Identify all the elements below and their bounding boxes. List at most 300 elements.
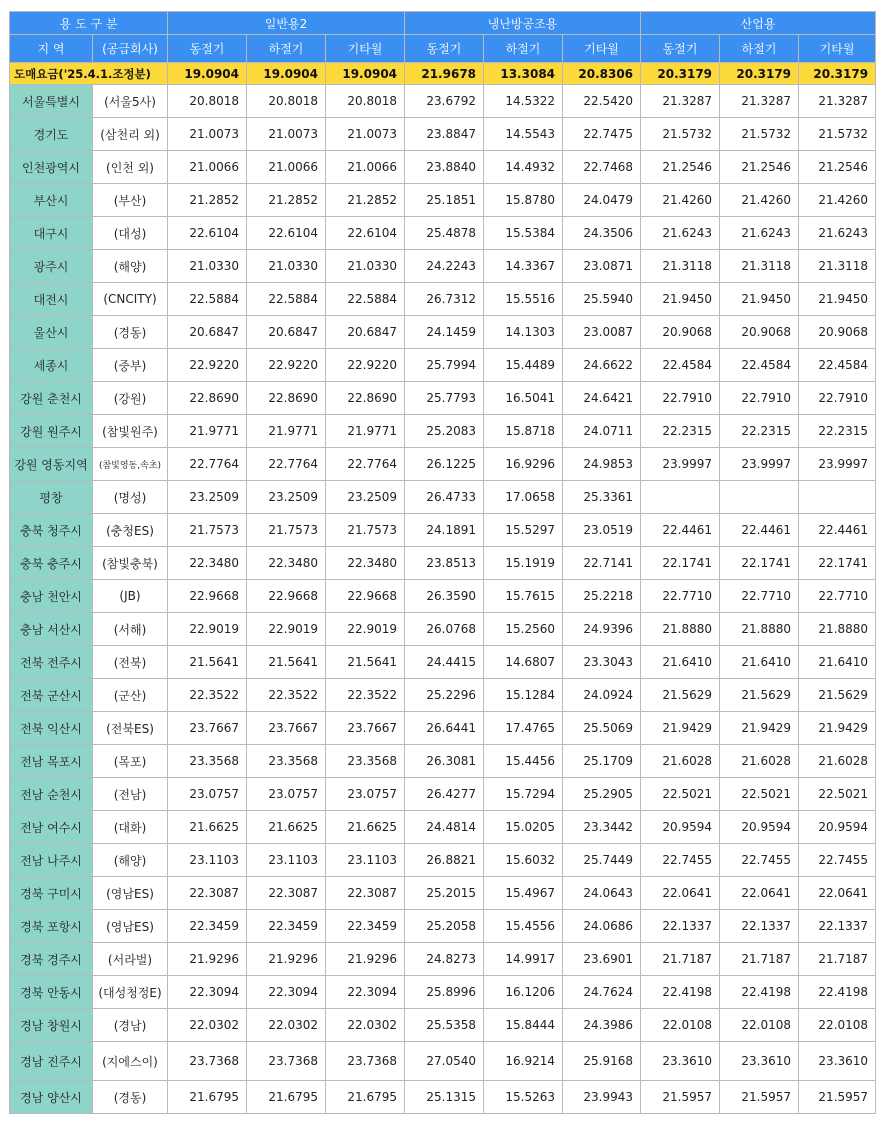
rate-cell: 22.3459 [326,910,405,943]
table-row [10,283,876,316]
rate-cell: 24.7624 [563,976,641,1009]
rate-cell: 21.5732 [799,118,876,151]
region-cell: 전남 여수시 [10,811,93,844]
rate-cell: 15.8718 [484,415,563,448]
region-cell: 전북 군산시 [10,679,93,712]
table-row [10,184,876,217]
region-cell: 경북 포항시 [10,910,93,943]
rate-cell: 21.4260 [799,184,876,217]
season-header: 기타월 [563,35,641,63]
rate-cell: 21.0073 [247,118,326,151]
rate-cell: 24.0643 [563,877,641,910]
wholesale-value: 21.9678 [405,63,484,85]
rate-cell: 23.3568 [168,745,247,778]
rate-cell: 21.7187 [641,943,720,976]
rate-cell: 22.4461 [720,514,799,547]
rate-cell: 22.4461 [641,514,720,547]
rate-cell: 15.7615 [484,580,563,613]
rate-cell: 22.1337 [720,910,799,943]
wholesale-value: 20.3179 [720,63,799,85]
rate-cell: 22.3480 [247,547,326,580]
region-label: 지 역 [10,35,93,63]
rate-cell: 22.8690 [326,382,405,415]
rate-cell: 14.5543 [484,118,563,151]
company-cell: (대성) [93,217,168,250]
rate-cell: 22.3522 [326,679,405,712]
table-row [10,778,876,811]
rate-cell: 21.5957 [799,1081,876,1114]
rate-cell: 21.9429 [799,712,876,745]
company-cell: (전북ES) [93,712,168,745]
company-cell: (경동) [93,316,168,349]
rate-cell: 22.4198 [720,976,799,1009]
rate-cell: 22.6104 [168,217,247,250]
region-cell: 세종시 [10,349,93,382]
rate-cell: 15.0205 [484,811,563,844]
rate-cell: 25.1315 [405,1081,484,1114]
rate-cell: 22.5420 [563,85,641,118]
rate-cell: 25.1851 [405,184,484,217]
rate-cell: 21.3287 [799,85,876,118]
rate-cell: 25.4878 [405,217,484,250]
table-row [10,1009,876,1042]
rate-cell: 22.1337 [799,910,876,943]
rate-cell: 23.0519 [563,514,641,547]
rate-cell: 22.1741 [799,547,876,580]
region-cell: 강원 영동지역 [10,448,93,481]
company-cell: (삼천리 외) [93,118,168,151]
region-cell: 인천광역시 [10,151,93,184]
rate-cell: 26.7312 [405,283,484,316]
rate-cell: 21.6028 [799,745,876,778]
rate-cell: 21.8880 [720,613,799,646]
rate-cell: 23.0871 [563,250,641,283]
rate-cell: 22.3522 [168,679,247,712]
rate-cell: 23.0757 [168,778,247,811]
company-cell: (경동) [93,1081,168,1114]
rate-cell: 21.5732 [641,118,720,151]
rate-cell: 16.5041 [484,382,563,415]
rate-cell: 24.6421 [563,382,641,415]
company-cell: (목포) [93,745,168,778]
rate-cell: 25.9168 [563,1042,641,1081]
rate-cell: 21.0330 [168,250,247,283]
table-row [10,151,876,184]
rate-cell: 21.6410 [641,646,720,679]
rate-cell: 22.0108 [641,1009,720,1042]
region-cell: 평창 [10,481,93,514]
company-cell: (참빛영동,속초) [93,448,168,481]
rate-cell [720,481,799,514]
rate-cell: 15.1919 [484,547,563,580]
rate-cell: 22.3087 [168,877,247,910]
rate-cell: 22.4584 [641,349,720,382]
rate-cell: 24.3506 [563,217,641,250]
rate-cell: 24.4415 [405,646,484,679]
rate-cell: 21.4260 [720,184,799,217]
rate-cell: 22.3087 [247,877,326,910]
region-cell: 경북 구미시 [10,877,93,910]
rate-cell: 21.5957 [720,1081,799,1114]
rate-cell: 21.5957 [641,1081,720,1114]
season-header: 동절기 [641,35,720,63]
rate-cell: 22.7764 [247,448,326,481]
table-row [10,1081,876,1114]
rate-cell: 23.9997 [720,448,799,481]
region-cell: 서울특별시 [10,85,93,118]
rate-cell: 24.0924 [563,679,641,712]
rate-cell: 22.1337 [641,910,720,943]
rate-cell: 22.0641 [641,877,720,910]
rate-cell: 25.2083 [405,415,484,448]
rate-cell: 22.7910 [641,382,720,415]
rate-cell: 22.6104 [326,217,405,250]
rate-cell: 23.2509 [247,481,326,514]
rate-cell: 21.2546 [799,151,876,184]
table-row [10,250,876,283]
rate-cell: 24.1891 [405,514,484,547]
rate-cell: 21.6625 [247,811,326,844]
rate-cell: 22.4198 [799,976,876,1009]
season-header: 기타월 [799,35,876,63]
company-cell: (명성) [93,481,168,514]
rate-cell: 23.3442 [563,811,641,844]
rate-cell: 26.6441 [405,712,484,745]
rate-cell: 21.6028 [641,745,720,778]
company-cell: (중부) [93,349,168,382]
rate-cell: 22.9668 [168,580,247,613]
rate-cell: 21.6795 [168,1081,247,1114]
rate-cell: 14.3367 [484,250,563,283]
company-cell: (해양) [93,844,168,877]
company-cell: (충청ES) [93,514,168,547]
rate-cell: 15.6032 [484,844,563,877]
rate-cell: 15.5297 [484,514,563,547]
rate-cell: 24.0711 [563,415,641,448]
table-row [10,976,876,1009]
region-cell: 경남 양산시 [10,1081,93,1114]
table-row [10,514,876,547]
rate-cell: 22.0641 [720,877,799,910]
region-cell: 울산시 [10,316,93,349]
rate-cell: 21.0073 [168,118,247,151]
company-cell: (지에스이) [93,1042,168,1081]
rate-cell: 22.9220 [326,349,405,382]
rate-cell: 22.2315 [641,415,720,448]
rate-cell: 22.7910 [720,382,799,415]
rate-cell: 25.2218 [563,580,641,613]
rate-cell: 26.3081 [405,745,484,778]
rate-cell: 22.2315 [799,415,876,448]
rate-cell: 20.9594 [799,811,876,844]
rate-cell: 22.5884 [168,283,247,316]
rate-cell: 25.5940 [563,283,641,316]
rate-cell: 22.9019 [168,613,247,646]
rate-cell: 22.0302 [168,1009,247,1042]
table-row [10,1042,876,1081]
rate-cell: 15.1284 [484,679,563,712]
company-cell: (CNCITY) [93,283,168,316]
rate-cell: 23.3610 [720,1042,799,1081]
rate-cell: 15.4967 [484,877,563,910]
rate-cell: 24.1459 [405,316,484,349]
rate-rows [10,85,876,1114]
rate-cell: 22.7141 [563,547,641,580]
rate-cell: 20.6847 [168,316,247,349]
rate-cell: 27.0540 [405,1042,484,1081]
rate-cell: 22.5884 [326,283,405,316]
rate-cell: 22.4584 [799,349,876,382]
rate-cell: 23.7667 [168,712,247,745]
rate-cell: 15.4556 [484,910,563,943]
rate-cell: 21.9429 [641,712,720,745]
rate-cell: 23.7368 [326,1042,405,1081]
rate-cell: 22.3459 [247,910,326,943]
rate-cell: 23.1103 [247,844,326,877]
region-cell: 경북 안동시 [10,976,93,1009]
rate-cell: 21.6625 [168,811,247,844]
wholesale-value: 20.3179 [641,63,720,85]
rate-cell: 21.7573 [326,514,405,547]
rate-cell: 24.9853 [563,448,641,481]
region-cell: 강원 원주시 [10,415,93,448]
rate-cell: 22.7910 [799,382,876,415]
rate-cell: 21.5641 [168,646,247,679]
region-cell: 전북 전주시 [10,646,93,679]
company-cell: (서라벌) [93,943,168,976]
table-row [10,349,876,382]
rate-cell: 21.9771 [168,415,247,448]
rate-cell: 25.5069 [563,712,641,745]
rate-cell: 22.3094 [326,976,405,1009]
rate-cell: 22.0108 [799,1009,876,1042]
company-cell: (참빛충북) [93,547,168,580]
rate-cell: 23.8513 [405,547,484,580]
rate-cell: 21.6795 [326,1081,405,1114]
rate-cell: 22.5884 [247,283,326,316]
rate-cell: 21.6625 [326,811,405,844]
rate-cell: 21.6795 [247,1081,326,1114]
table-row [10,712,876,745]
table-row [10,382,876,415]
rate-cell: 24.0686 [563,910,641,943]
rate-cell: 21.9296 [168,943,247,976]
rate-cell: 21.7573 [168,514,247,547]
table-row [10,580,876,613]
rate-cell: 16.9214 [484,1042,563,1081]
region-cell: 강원 춘천시 [10,382,93,415]
rate-cell: 23.1103 [168,844,247,877]
table-row [10,415,876,448]
rate-cell: 23.3568 [326,745,405,778]
rate-cell: 21.2852 [247,184,326,217]
region-cell: 전남 목포시 [10,745,93,778]
season-header: 기타월 [326,35,405,63]
rate-cell: 25.7449 [563,844,641,877]
rate-cell: 22.7468 [563,151,641,184]
rate-cell: 20.9068 [720,316,799,349]
rate-cell: 24.4814 [405,811,484,844]
wholesale-row [10,63,876,85]
rate-cell: 25.1709 [563,745,641,778]
wholesale-label: 도매요금('25.4.1.조정분) [10,63,168,85]
rate-cell: 21.7187 [799,943,876,976]
rate-cell: 20.9068 [641,316,720,349]
rate-cell: 22.3087 [326,877,405,910]
rate-cell: 24.8273 [405,943,484,976]
rate-cell: 23.1103 [326,844,405,877]
rate-cell: 21.3118 [720,250,799,283]
usage-label: 용 도 구 분 [10,12,168,35]
rate-cell: 15.8780 [484,184,563,217]
rate-cell: 21.6243 [720,217,799,250]
gas-rate-table [9,11,876,1114]
rate-cell: 14.1303 [484,316,563,349]
rate-cell: 15.2560 [484,613,563,646]
rate-cell: 21.8880 [799,613,876,646]
rate-cell: 22.7475 [563,118,641,151]
rate-cell: 21.9771 [326,415,405,448]
rate-cell: 21.3287 [720,85,799,118]
rate-cell: 26.8821 [405,844,484,877]
table-row [10,679,876,712]
wholesale-value: 13.3084 [484,63,563,85]
region-cell: 경남 진주시 [10,1042,93,1081]
rate-cell: 22.7710 [720,580,799,613]
table-row [10,481,876,514]
header-row-season [10,35,876,63]
rate-cell: 21.3118 [799,250,876,283]
rate-cell: 22.2315 [720,415,799,448]
wholesale-value: 19.0904 [168,63,247,85]
rate-cell: 21.9450 [799,283,876,316]
rate-cell: 22.7710 [641,580,720,613]
rate-cell: 26.0768 [405,613,484,646]
group-hvac: 냉난방공조용 [405,12,641,35]
rate-cell: 24.2243 [405,250,484,283]
table-row [10,217,876,250]
rate-cell: 22.3480 [168,547,247,580]
header-row-usage [10,12,876,35]
rate-cell: 21.6028 [720,745,799,778]
rate-cell [641,481,720,514]
company-cell: (해양) [93,250,168,283]
rate-cell: 21.6410 [799,646,876,679]
rate-cell: 15.4489 [484,349,563,382]
company-cell: (JB) [93,580,168,613]
rate-cell: 22.4198 [641,976,720,1009]
rate-cell: 21.5732 [720,118,799,151]
rate-cell: 25.8996 [405,976,484,1009]
rate-cell: 21.9450 [641,283,720,316]
rate-cell: 21.7187 [720,943,799,976]
rate-cell: 21.5629 [641,679,720,712]
table-row [10,85,876,118]
season-header: 동절기 [168,35,247,63]
rate-cell: 20.8018 [247,85,326,118]
company-cell: (참빛원주) [93,415,168,448]
rate-cell: 14.9917 [484,943,563,976]
rate-cell: 22.3522 [247,679,326,712]
rate-cell: 22.0641 [799,877,876,910]
rate-cell: 21.0066 [168,151,247,184]
table-row [10,844,876,877]
region-cell: 경북 경주시 [10,943,93,976]
rate-cell: 21.9450 [720,283,799,316]
rate-cell: 24.6622 [563,349,641,382]
region-cell: 충북 충주시 [10,547,93,580]
wholesale-value: 20.8306 [563,63,641,85]
rate-cell: 22.5021 [799,778,876,811]
season-header: 하절기 [247,35,326,63]
company-cell: (영남ES) [93,877,168,910]
wholesale-value: 20.3179 [799,63,876,85]
rate-cell: 23.2509 [326,481,405,514]
region-cell: 전남 나주시 [10,844,93,877]
rate-cell: 21.6243 [641,217,720,250]
rate-cell: 17.4765 [484,712,563,745]
rate-cell: 21.2852 [326,184,405,217]
rate-cell: 20.9594 [641,811,720,844]
rate-cell: 21.5641 [326,646,405,679]
region-cell: 광주시 [10,250,93,283]
company-cell: (전북) [93,646,168,679]
rate-cell: 15.5263 [484,1081,563,1114]
rate-cell: 24.3986 [563,1009,641,1042]
rate-cell: 24.0479 [563,184,641,217]
rate-cell: 25.2058 [405,910,484,943]
company-cell: (대화) [93,811,168,844]
rate-cell: 25.7994 [405,349,484,382]
table-row [10,811,876,844]
rate-cell: 20.9068 [799,316,876,349]
region-cell: 충북 청주시 [10,514,93,547]
rate-cell: 20.8018 [168,85,247,118]
company-cell: (서울5사) [93,85,168,118]
company-cell: (대성청정E) [93,976,168,1009]
rate-cell: 26.4733 [405,481,484,514]
rate-cell: 23.7667 [247,712,326,745]
rate-cell: 23.3610 [799,1042,876,1081]
rate-cell: 14.4932 [484,151,563,184]
company-cell: (군산) [93,679,168,712]
rate-cell: 21.0066 [247,151,326,184]
rate-cell: 22.9668 [247,580,326,613]
rate-cell: 25.7793 [405,382,484,415]
rate-cell: 20.9594 [720,811,799,844]
rate-cell: 15.5384 [484,217,563,250]
rate-cell: 22.1741 [720,547,799,580]
rate-cell: 21.8880 [641,613,720,646]
rate-cell: 23.0757 [247,778,326,811]
rate-cell: 21.5629 [799,679,876,712]
rate-cell: 24.9396 [563,613,641,646]
rate-cell: 22.4461 [799,514,876,547]
rate-cell: 21.0330 [247,250,326,283]
rate-cell: 21.6410 [720,646,799,679]
rate-cell: 22.7455 [799,844,876,877]
region-cell: 충남 서산시 [10,613,93,646]
rate-cell: 23.8840 [405,151,484,184]
rate-cell: 14.6807 [484,646,563,679]
table-row [10,316,876,349]
season-header: 하절기 [720,35,799,63]
table-row [10,646,876,679]
rate-cell: 22.8690 [247,382,326,415]
rate-cell: 23.9997 [641,448,720,481]
company-cell: (경남) [93,1009,168,1042]
rate-cell: 22.0108 [720,1009,799,1042]
